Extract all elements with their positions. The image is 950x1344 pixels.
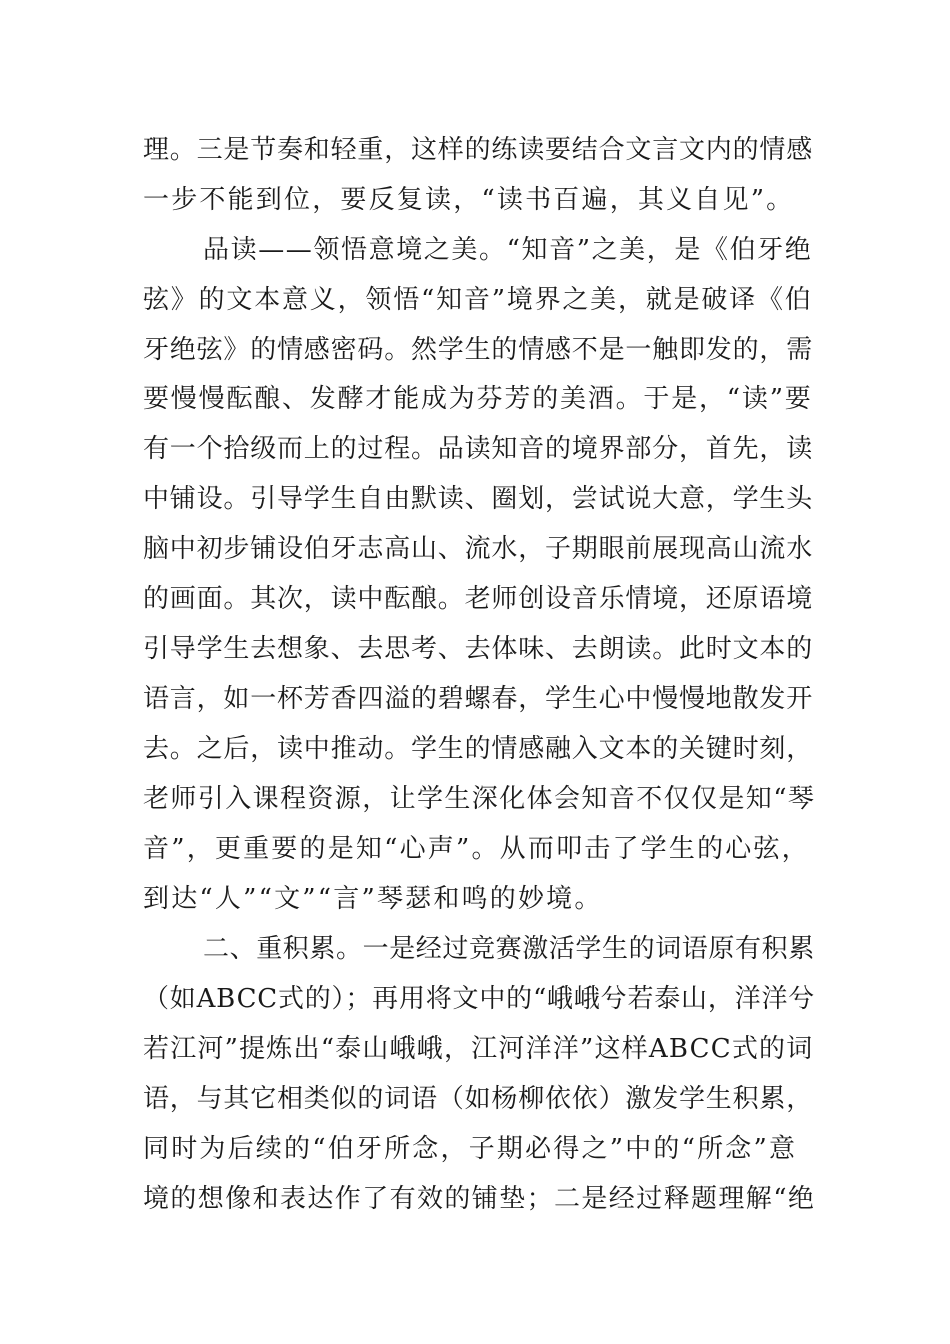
paragraph-start-line: 二、重积累。一是经过竞赛激活学生的词语原有积累	[203, 934, 815, 964]
text-line: 脑中初步铺设伯牙志高山、流水，子期眼前展现高山流水	[143, 534, 814, 564]
text-line: 语言，如一杯芳香四溢的碧螺春，学生心中慢慢地散发开	[143, 684, 814, 714]
text-line: 语，与其它相类似的词语（如杨柳依依）激发学生积累，	[143, 1084, 814, 1114]
text-line: 若江河”提炼出“泰山峨峨，江河洋洋”这样ABCC式的词	[143, 1034, 814, 1064]
paragraph-start-line: 品读——领悟意境之美。“知音”之美，是《伯牙绝	[203, 235, 813, 265]
text-line: 牙绝弦》的情感密码。然学生的情感不是一触即发的，需	[143, 335, 814, 365]
text-line: 的画面。其次，读中酝酿。老师创设音乐情境，还原语境	[143, 584, 814, 614]
text-line: （如ABCC式的）；再用将文中的“峨峨兮若泰山，洋洋兮	[143, 984, 816, 1014]
text-line: 有一个拾级而上的过程。品读知音的境界部分，首先，读	[143, 434, 814, 464]
text-line: 引导学生去想象、去思考、去体味、去朗读。此时文本的	[143, 634, 814, 664]
text-line: 老师引入课程资源，让学生深化体会知音不仅仅是知“琴	[143, 784, 816, 814]
text-line: 到达“人”“文”“言”琴瑟和鸣的妙境。	[143, 884, 603, 914]
text-line: 理。三是节奏和轻重，这样的练读要结合文言文内的情感	[143, 135, 814, 165]
text-line: 弦》的文本意义，领悟“知音”境界之美，就是破译《伯	[143, 285, 813, 315]
text-line: 要慢慢酝酿、发酵才能成为芬芳的美酒。于是，“读”要	[143, 384, 813, 414]
text-line: 中铺设。引导学生自由默读、圈划，尝试说大意，学生头	[143, 484, 814, 514]
text-line: 一步不能到位，要反复读，“读书百遍，其义自见”。	[143, 185, 795, 215]
text-line: 同时为后续的“伯牙所念，子期必得之”中的“所念”意	[143, 1134, 798, 1164]
text-line: 音”，更重要的是知“心声”。从而叩击了学生的心弦，	[143, 834, 810, 864]
text-line: 境的想像和表达作了有效的铺垫；二是经过释题理解“绝	[143, 1184, 816, 1214]
text-line: 去。之后，读中推动。学生的情感融入文本的关键时刻，	[143, 734, 814, 764]
